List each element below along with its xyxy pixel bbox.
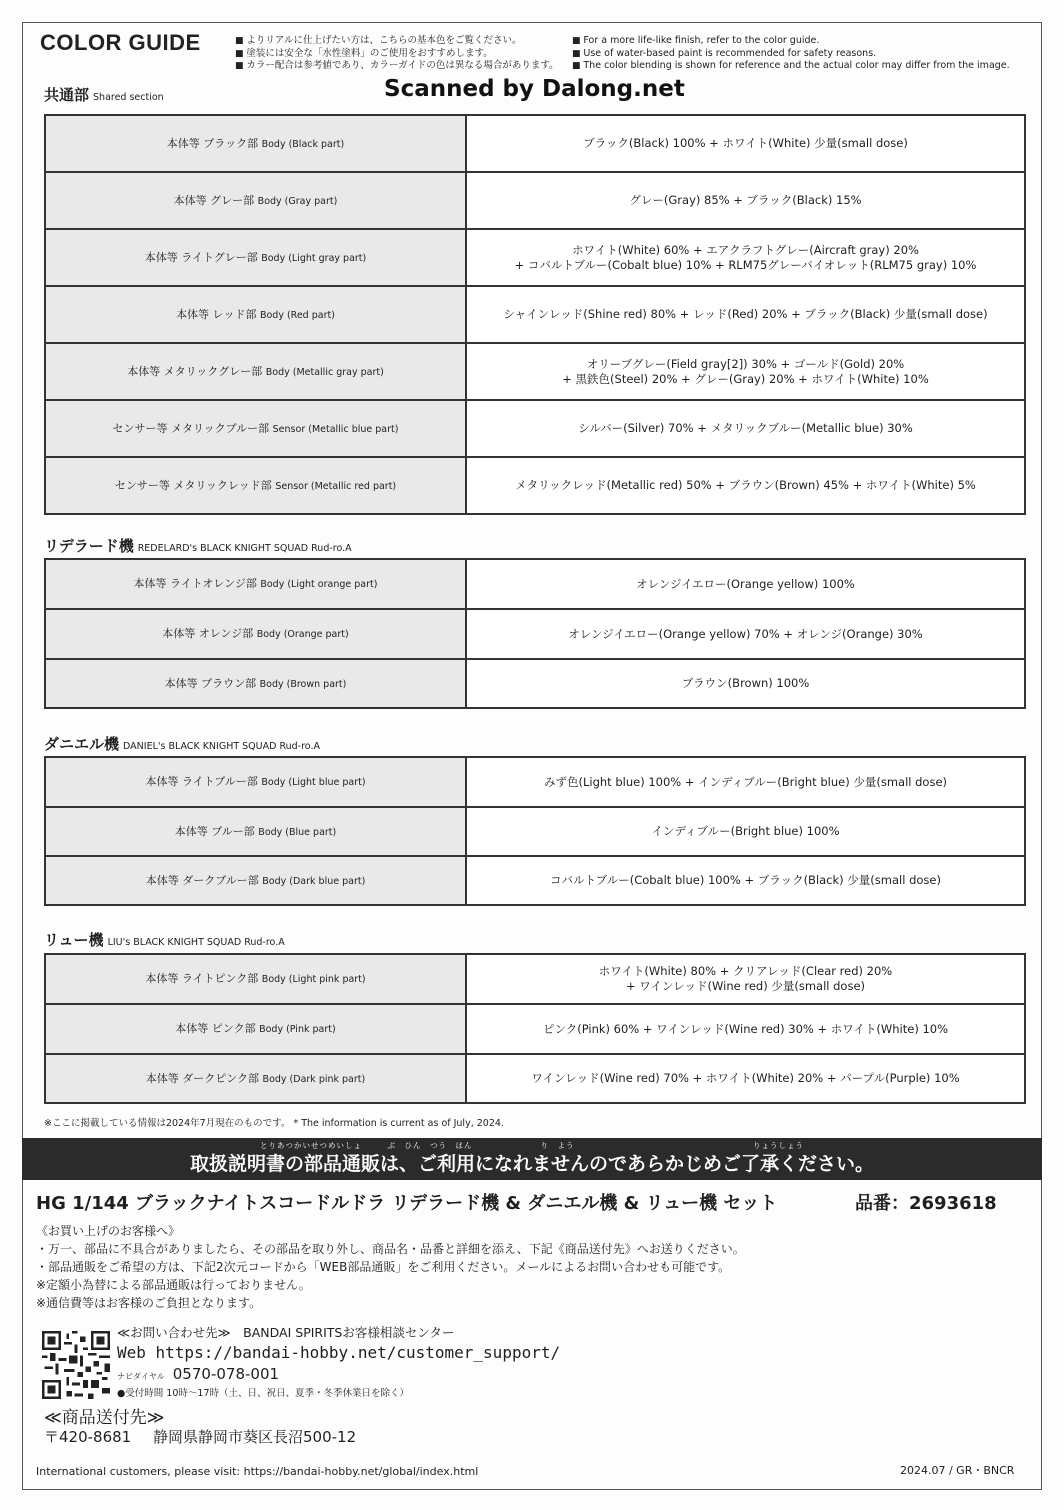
banner-furigana: とりあつかいせつめいしょ ぶ ひん つう はん り よう りょうしょう (260, 1141, 804, 1150)
part-name-en: Body (Light orange part) (260, 579, 378, 590)
section-title-en: DANIEL's BLACK KNIGHT SQUAD Rud-ro.A (123, 741, 320, 752)
part-name-cell (45, 400, 466, 457)
color-mix-cell (466, 457, 1025, 514)
note-en: ■ The color blending is shown for reference and the actual color may differ from the image. (572, 60, 1010, 73)
part-name-jp: 本体等 ダークピンク部 (145, 1071, 260, 1085)
color-mix-cell (466, 807, 1025, 856)
color-guide-title: COLOR GUIDE (40, 30, 201, 55)
part-name-en: Sensor (Metallic red part) (275, 480, 397, 492)
reception-hours: ●受付時間 10時～17時（土、日、祝日、夏季・冬季休業日を除く） (117, 1388, 409, 1399)
color-mix-cell (466, 400, 1025, 457)
part-name-jp: 本体等 ライトグレー部 (144, 250, 258, 264)
section-title-en: Shared section (93, 92, 164, 103)
color-mix-cell (466, 286, 1025, 343)
part-name-en: Body (Blue part) (258, 826, 337, 838)
section-title-redelard (44, 535, 352, 556)
part-name-en: Body (Pink part) (259, 1024, 336, 1035)
document-code: 2024.07 / GR・BNCR (900, 1464, 1015, 1477)
part-name-jp: 本体等 ダークブルー部 (145, 873, 259, 887)
section-title-shared (44, 84, 164, 105)
product-name: HG 1/144 ブラックナイトスコードルドラ リデラード機 & ダニエル機 & リュー機 セット (36, 1193, 778, 1214)
part-name-cell (45, 1004, 466, 1054)
banner-message: 取扱説明書の部品通販は、ご利用になれませんのであらかじめご了承ください。 (189, 1153, 874, 1175)
navi-dial (117, 1364, 560, 1387)
color-row (45, 1004, 1025, 1054)
part-name-cell (45, 457, 466, 514)
contact-center: ≪お問い合わせ先≫ BANDAI SPIRITSお客様相談センター (117, 1325, 455, 1340)
part-name-cell (45, 229, 466, 286)
color-row (45, 457, 1025, 514)
part-name-jp: 本体等 ピンク部 (175, 1022, 256, 1035)
part-name-en: Body (Orange part) (256, 629, 349, 640)
part-name-jp: 本体等 ブラウン部 (164, 676, 257, 690)
section-title-jp: ダニエル機 (44, 735, 120, 753)
color-mix-cell (466, 559, 1025, 609)
scan-watermark: Scanned by Dalong.net (384, 76, 685, 102)
color-mix-cell (466, 172, 1025, 229)
shipping-address: 静岡県静岡市葵区長沼500-12 (153, 1428, 357, 1446)
color-mix-cell (466, 609, 1025, 659)
color-mix-line: メタリックレッド(Metallic red) 50% + ブラウン(Brown) 45% + ホワイト(White) 5% (515, 478, 976, 492)
color-mix-line: オレンジイエロー(Orange yellow) 70% + オレンジ(Orange) 30% (568, 626, 923, 641)
color-mix-line: ホワイト(White) 60% + エアクラフトグレー(Aircraft gray) 20% (572, 242, 919, 257)
section-title-jp: リュー機 (44, 931, 104, 949)
part-name-jp: 本体等 ブラック部 (166, 136, 259, 150)
part-name-cell (45, 807, 466, 856)
customer-notes (36, 1222, 745, 1312)
color-mix-cell (466, 856, 1025, 905)
part-name-cell (45, 115, 466, 172)
part-name-en: Body (Dark blue part) (262, 875, 366, 887)
part-name-jp: 本体等 グレー部 (173, 193, 255, 207)
shipping-heading: ≪商品送付先≫ (44, 1408, 165, 1428)
customer-note: 《お買い上げのお客様へ》 (36, 1224, 181, 1238)
color-row (45, 400, 1025, 457)
color-table-redelard (44, 558, 1026, 709)
part-name-en: Body (Metallic gray part) (265, 366, 384, 378)
color-mix-line: グレー(Gray) 85% + ブラック(Black) 15% (629, 193, 862, 207)
color-table-daniel (44, 756, 1026, 906)
customer-note: ・万一、部品に不具合がありましたら、その部品を取り外し、商品名・品番と詳細を添え、下記《商品送付先》へお送りください。 (36, 1242, 745, 1256)
part-name-jp: センサー等 メタリックレッド部 (114, 478, 272, 492)
color-mix-line: インディブルー(Bright blue) 100% (651, 824, 840, 838)
color-mix-line: シルバー(Silver) 70% + メタリックブルー(Metallic blue) 30% (578, 421, 913, 435)
section-title-daniel (44, 733, 320, 754)
part-name-en: Body (Dark pink part) (262, 1073, 366, 1085)
section-title-jp: リデラード機 (44, 537, 134, 555)
color-mix-cell (466, 757, 1025, 807)
color-row (45, 343, 1025, 400)
part-name-en: Sensor (Metallic blue part) (272, 423, 399, 435)
color-mix-cell (466, 229, 1025, 286)
part-name-jp: 本体等 ブルー部 (174, 824, 255, 838)
product-code: 品番：2693618 (855, 1193, 997, 1214)
section-title-liu (44, 929, 285, 950)
part-name-en: Body (Black part) (261, 138, 345, 150)
color-mix-line: + 黒鉄色(Steel) 20% + グレー(Gray) 20% + ホワイト(White) 10% (562, 371, 929, 386)
international-link[interactable]: International customers, please visit: https://bandai-hobby.net/global/index.html (36, 1465, 479, 1478)
color-row (45, 172, 1025, 229)
part-name-jp: 本体等 レッド部 (176, 307, 257, 321)
note-jp: ■ カラー配合は参考値であり、カラーガイドの色は異なる場合があります。 (235, 60, 559, 73)
part-name-en: Body (Light blue part) (261, 777, 366, 788)
note-jp: ■ よりリアルに仕上げたい方は、こちらの基本色をご覧ください。 (235, 35, 559, 48)
part-name-cell (45, 609, 466, 659)
part-name-cell (45, 559, 466, 609)
color-mix-line: オレンジイエロー(Orange yellow) 100% (636, 576, 855, 591)
color-mix-line: ブラック(Black) 100% + ホワイト(White) 少量(small dose) (583, 136, 908, 150)
navi-dial-number[interactable]: 0570-078-001 (172, 1365, 280, 1383)
color-mix-line: コバルトブルー(Cobalt blue) 100% + ブラック(Black) 少量(small dose) (550, 873, 941, 887)
part-name-en: Body (Gray part) (257, 195, 338, 207)
color-row (45, 115, 1025, 172)
section-title-en: REDELARD's BLACK KNIGHT SQUAD Rud-ro.A (137, 543, 352, 554)
note-jp: ■ 塗装には安全な「水性塗料」のご使用をおすすめします。 (235, 48, 559, 61)
part-name-cell (45, 659, 466, 708)
color-mix-cell (466, 343, 1025, 400)
section-title-jp: 共通部 (44, 86, 90, 104)
navi-dial-label: ナビダイヤル (117, 1372, 165, 1381)
part-name-jp: 本体等 メタリックグレー部 (127, 364, 263, 378)
color-mix-cell (466, 1054, 1025, 1103)
part-name-jp: 本体等 ライトブルー部 (145, 775, 258, 788)
color-mix-line: シャインレッド(Shine red) 80% + レッド(Red) 20% + ブラック(Black) 少量(small dose) (503, 307, 988, 321)
part-name-en: Body (Brown part) (259, 678, 347, 690)
color-table-shared (44, 114, 1026, 515)
color-mix-line: + ワインレッド(Wine red) 少量(small dose) (625, 979, 866, 993)
section-title-en: LIU's BLACK KNIGHT SQUAD Rud-ro.A (107, 937, 285, 948)
customer-note: ・部品通販をご希望の方は、下記2次元コードから「WEB部品通販」をご利用ください。メールによるお問い合わせも可能です。 (36, 1260, 731, 1274)
color-row (45, 659, 1025, 708)
color-row (45, 807, 1025, 856)
info-date-footnote: ※ここに掲載している情報は2024年7月現在のものです。 * The information is current as of July, 2024. (44, 1118, 504, 1129)
color-row (45, 954, 1025, 1004)
color-row (45, 856, 1025, 905)
qr-code-icon[interactable] (42, 1331, 110, 1399)
shipping-zip: 〒420-8681 (44, 1428, 132, 1446)
part-name-en: Body (Light gray part) (261, 252, 367, 264)
parts-notice-banner (22, 1138, 1042, 1180)
color-table-liu (44, 953, 1026, 1104)
color-row (45, 609, 1025, 659)
part-name-cell (45, 286, 466, 343)
contact-block (117, 1324, 560, 1401)
color-mix-line: オリーブグレー(Field gray[2]) 30% + ゴールド(Gold) 20% (586, 356, 905, 371)
part-name-cell (45, 954, 466, 1004)
part-name-cell (45, 856, 466, 905)
color-mix-line: + コバルトブルー(Cobalt blue) 10% + RLM75グレーバイオレット(RLM75 gray) 10% (514, 257, 977, 272)
color-mix-cell (466, 659, 1025, 708)
part-name-jp: センサー等 メタリックブルー部 (112, 421, 270, 435)
color-mix-cell (466, 1004, 1025, 1054)
color-mix-line: ホワイト(White) 80% + クリアレッド(Clear red) 20% (598, 964, 893, 978)
customer-note: ※通信費等はお客様のご負担となります。 (36, 1296, 262, 1310)
color-mix-line: ブラウン(Brown) 100% (681, 676, 810, 690)
color-row (45, 286, 1025, 343)
part-name-jp: 本体等 ライトオレンジ部 (133, 577, 257, 590)
part-name-cell (45, 172, 466, 229)
customer-support-link[interactable]: Web https://bandai-hobby.net/customer_support/ (117, 1343, 561, 1362)
note-en: ■ For a more life-like finish, refer to the color guide. (572, 35, 1010, 48)
part-name-en: Body (Red part) (259, 309, 335, 321)
part-name-jp: 本体等 ライトピンク部 (145, 972, 259, 985)
notes-english (572, 35, 1010, 73)
color-mix-line: ワインレッド(Wine red) 70% + ホワイト(White) 20% + パープル(Purple) 10% (531, 1071, 960, 1085)
color-mix-cell (466, 115, 1025, 172)
note-en: ■ Use of water-based paint is recommended for safety reasons. (572, 48, 1010, 61)
color-row (45, 1054, 1025, 1103)
color-row (45, 559, 1025, 609)
part-name-cell (45, 757, 466, 807)
part-name-cell (45, 343, 466, 400)
part-name-en: Body (Light pink part) (261, 974, 366, 985)
part-name-cell (45, 1054, 466, 1103)
color-mix-line: ピンク(Pink) 60% + ワインレッド(Wine red) 30% + ホワイト(White) 10% (542, 1021, 949, 1036)
color-mix-cell (466, 954, 1025, 1004)
customer-note: ※定額小為替による部品通販は行っておりません。 (36, 1278, 311, 1292)
color-row (45, 229, 1025, 286)
notes-japanese (235, 35, 559, 73)
part-name-jp: 本体等 オレンジ部 (162, 627, 254, 640)
color-row (45, 757, 1025, 807)
color-mix-line: みず色(Light blue) 100% + インディブルー(Bright blue) 少量(small dose) (544, 774, 947, 789)
